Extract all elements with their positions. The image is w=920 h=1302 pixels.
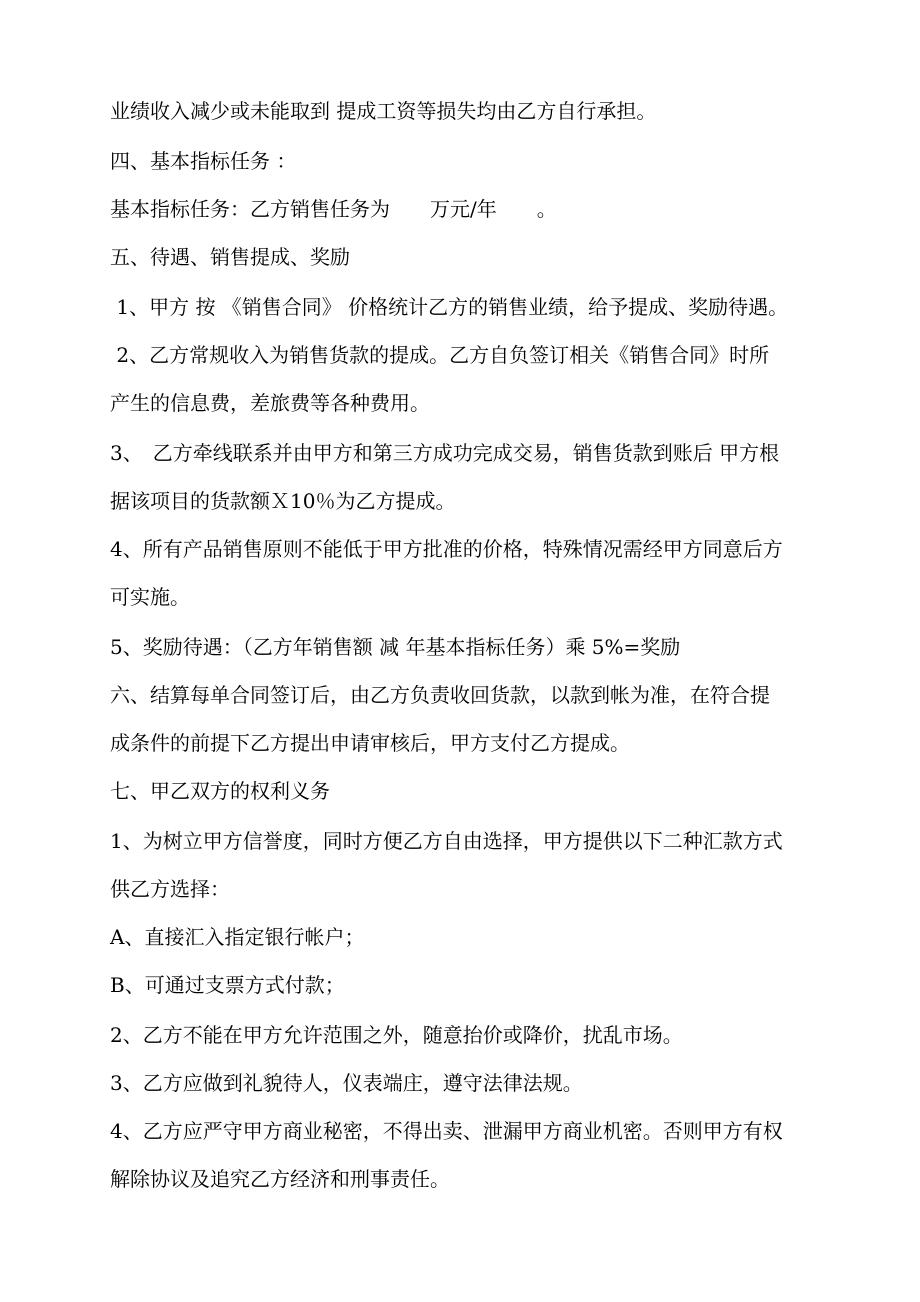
paragraph-line: 据该项目的货款额Ｘ10％为乙方提成。	[110, 489, 456, 513]
paragraph-line: 产生的信息费，差旅费等各种费用。	[110, 391, 430, 415]
paragraph-line: 2、乙方常规收入为销售货款的提成。乙方自负签订相关《销售合同》时所	[110, 343, 770, 367]
paragraph-line: 1、为树立甲方信誉度，同时方便乙方自由选择，甲方提供以下二种汇款方式	[110, 829, 783, 853]
paragraph-line: 解除协议及追究乙方经济和刑事责任。	[110, 1167, 450, 1191]
paragraph-line: 3、 乙方牵线联系并由甲方和第三方成功完成交易，销售货款到账后 甲方根	[110, 441, 780, 465]
paragraph-line: 供乙方选择：	[110, 877, 230, 901]
paragraph-line: 2、乙方不能在甲方允许范围之外，随意抬价或降价，扰乱市场。	[110, 1023, 683, 1047]
section-heading: 六、结算每单合同签订后，由乙方负责收回货款，以款到帐为准，在符合提	[110, 683, 770, 707]
paragraph-line: 4、所有产品销售原则不能低于甲方批准的价格，特殊情况需经甲方同意后方	[110, 537, 783, 561]
paragraph-line: 成条件的前提下乙方提出申请审核后，甲方支付乙方提成。	[110, 731, 630, 755]
section-heading: 五、待遇、销售提成、奖励	[110, 245, 350, 269]
paragraph-line: 基本指标任务：乙方销售任务为 万元/年 。	[110, 197, 557, 221]
paragraph-line: 5、奖励待遇：（乙方年销售额 减 年基本指标任务）乘 5%=奖励	[110, 635, 681, 659]
paragraph-line: 业绩收入减少或未能取到 提成工资等损失均由乙方自行承担。	[110, 99, 657, 123]
paragraph-line: 1、甲方 按 《销售合同》 价格统计乙方的销售业绩，给予提成、奖励待遇。	[110, 295, 789, 319]
section-heading: 四、基本指标任务 ：	[110, 149, 297, 173]
paragraph-line: B、可通过支票方式付款；	[110, 973, 345, 997]
paragraph-line: 3、乙方应做到礼貌待人，仪表端庄，遵守法律法规。	[110, 1071, 583, 1095]
paragraph-line: 可实施。	[110, 585, 190, 609]
paragraph-line: 4、乙方应严守甲方商业秘密，不得出卖、泄漏甲方商业机密。否则甲方有权	[110, 1119, 783, 1143]
paragraph-line: A、直接汇入指定银行帐户；	[110, 925, 365, 949]
section-heading: 七、甲乙双方的权利义务	[110, 779, 330, 803]
